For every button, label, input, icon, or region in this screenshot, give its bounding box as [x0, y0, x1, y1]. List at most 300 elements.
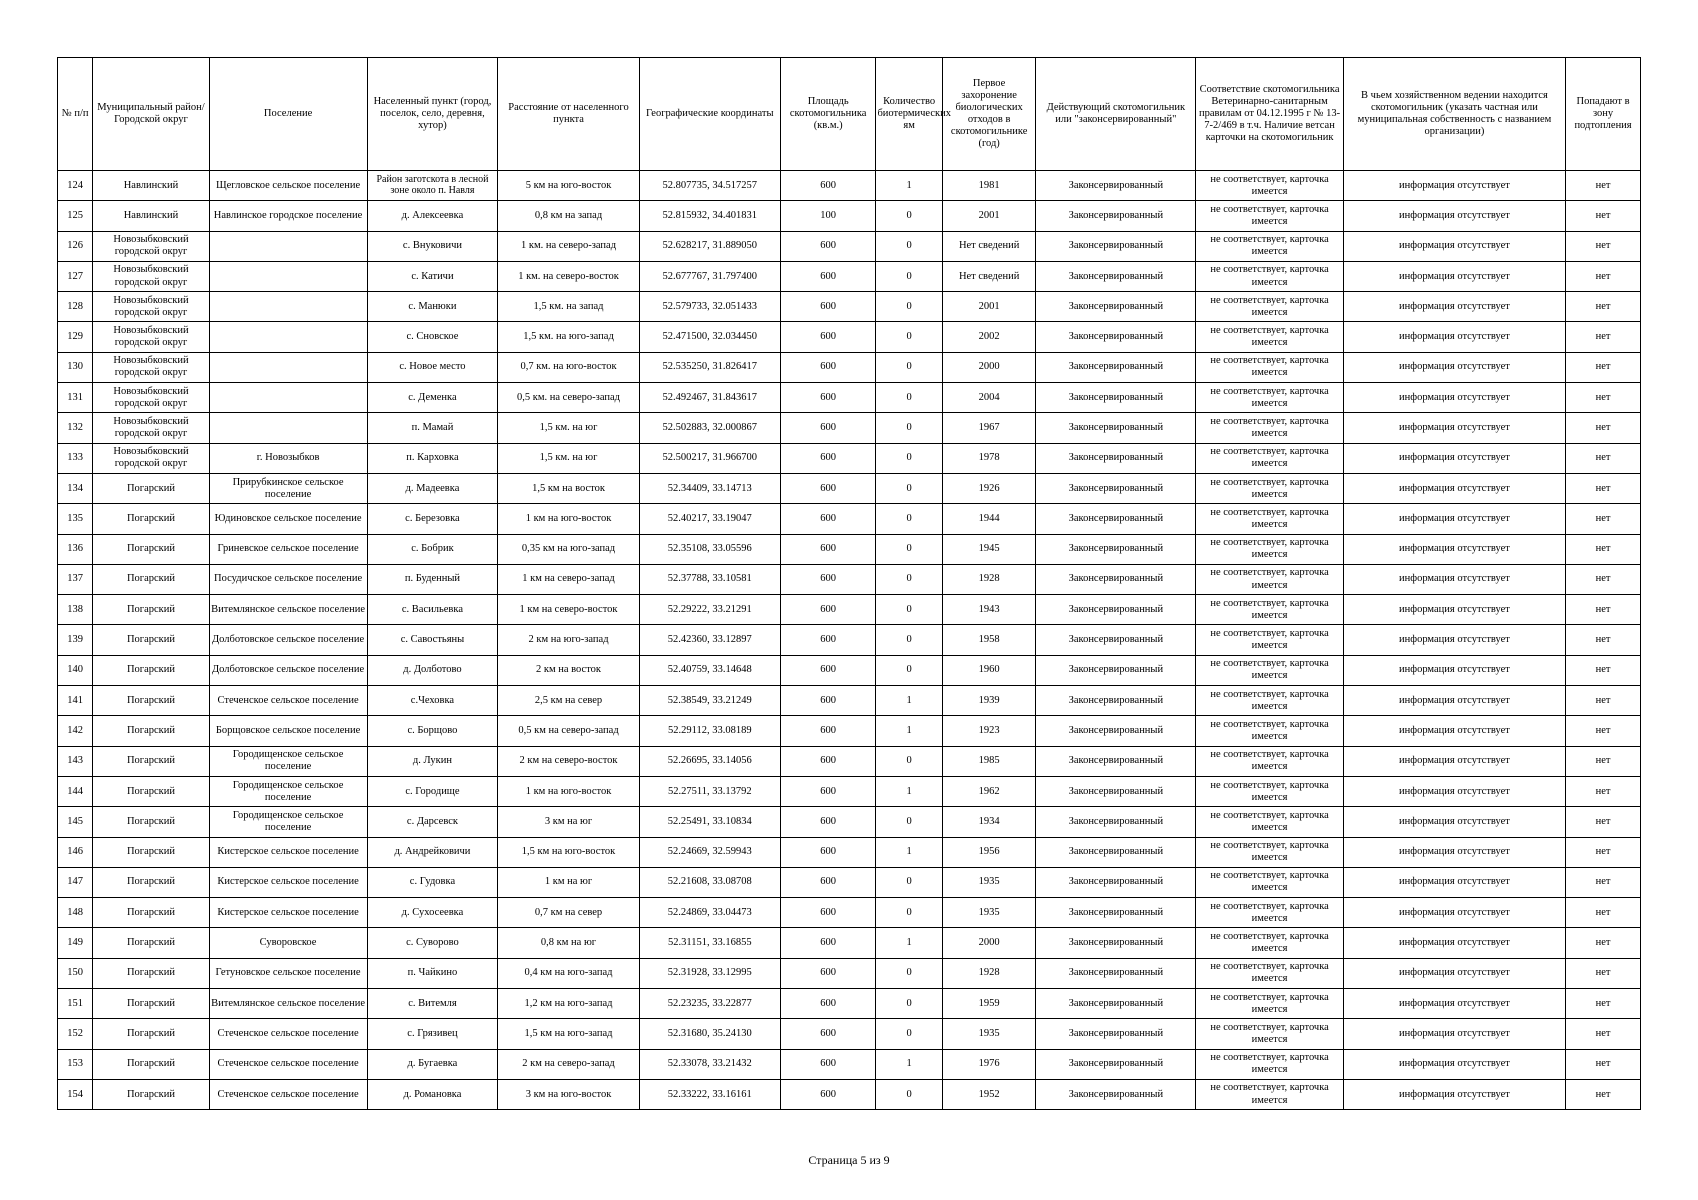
- cell-number: 146: [58, 837, 93, 867]
- cell-district: Навлинский: [93, 171, 209, 201]
- cell-area: 600: [780, 352, 876, 382]
- header-col-settlement: Поселение: [209, 58, 367, 171]
- cell-settlement: Прирубкинское сельское поселение: [209, 473, 367, 503]
- cell-flood-zone: нет: [1566, 655, 1641, 685]
- cell-area: 600: [780, 776, 876, 806]
- table-row: [58, 655, 1641, 685]
- cell-district: Погарский: [93, 473, 209, 503]
- cell-settlement: Стеченское сельское поселение: [209, 686, 367, 716]
- header-col-first-burial: Первое захоронение биологических отходов в скотомогильнике (год): [942, 58, 1035, 171]
- cell-status: Законсервированный: [1036, 655, 1196, 685]
- cell-compliance: не соответствует, карточка имеется: [1196, 746, 1343, 776]
- cell-locality: с. Дарсевск: [367, 807, 498, 837]
- cell-coordinates: 52.31680, 35.24130: [639, 1019, 780, 1049]
- cell-settlement: Борщовское сельское поселение: [209, 716, 367, 746]
- cell-district: Погарский: [93, 1049, 209, 1079]
- cell-area: 600: [780, 473, 876, 503]
- cell-settlement: Суворовское: [209, 928, 367, 958]
- cell-ownership: информация отсутствует: [1343, 1079, 1565, 1109]
- cell-locality: д. Мадеевка: [367, 473, 498, 503]
- cell-locality: с. Грязивец: [367, 1019, 498, 1049]
- cell-coordinates: 52.31151, 33.16855: [639, 928, 780, 958]
- cell-status: Законсервированный: [1036, 443, 1196, 473]
- cell-locality: д. Сухосеевка: [367, 898, 498, 928]
- cell-area: 600: [780, 504, 876, 534]
- cell-flood-zone: нет: [1566, 564, 1641, 594]
- cell-coordinates: 52.21608, 33.08708: [639, 867, 780, 897]
- cell-district: Погарский: [93, 1019, 209, 1049]
- cell-district: Погарский: [93, 867, 209, 897]
- cell-ownership: информация отсутствует: [1343, 261, 1565, 291]
- cell-area: 600: [780, 716, 876, 746]
- cell-district: Погарский: [93, 655, 209, 685]
- cell-distance: 2,5 км на север: [498, 686, 639, 716]
- cell-area: 600: [780, 564, 876, 594]
- cell-status: Законсервированный: [1036, 928, 1196, 958]
- cell-first-burial: 1967: [942, 413, 1035, 443]
- cell-ownership: информация отсутствует: [1343, 564, 1565, 594]
- cell-district: Новозыбковский городской округ: [93, 383, 209, 413]
- cell-compliance: не соответствует, карточка имеется: [1196, 898, 1343, 928]
- cell-area: 600: [780, 686, 876, 716]
- cell-locality: д. Бугаевка: [367, 1049, 498, 1079]
- cell-distance: 3 км на юго-восток: [498, 1079, 639, 1109]
- cell-number: 149: [58, 928, 93, 958]
- cell-compliance: не соответствует, карточка имеется: [1196, 958, 1343, 988]
- cell-number: 137: [58, 564, 93, 594]
- cell-district: Новозыбковский городской округ: [93, 231, 209, 261]
- cell-distance: 0,8 км на запад: [498, 201, 639, 231]
- cell-number: 134: [58, 473, 93, 503]
- cell-distance: 1,5 км. на юг: [498, 443, 639, 473]
- cell-pits: 0: [876, 413, 942, 443]
- cell-first-burial: 2000: [942, 928, 1035, 958]
- cell-flood-zone: нет: [1566, 473, 1641, 503]
- page-number-label: Страница 5 из 9: [808, 1153, 890, 1167]
- table-row: [58, 564, 1641, 594]
- cell-compliance: не соответствует, карточка имеется: [1196, 989, 1343, 1019]
- cell-locality: с. Городище: [367, 776, 498, 806]
- cell-ownership: информация отсутствует: [1343, 807, 1565, 837]
- cell-status: Законсервированный: [1036, 595, 1196, 625]
- cell-coordinates: 52.628217, 31.889050: [639, 231, 780, 261]
- cell-first-burial: 1960: [942, 655, 1035, 685]
- cell-number: 141: [58, 686, 93, 716]
- cell-distance: 5 км на юго-восток: [498, 171, 639, 201]
- cell-status: Законсервированный: [1036, 413, 1196, 443]
- cell-pits: 1: [876, 1049, 942, 1079]
- cell-compliance: не соответствует, карточка имеется: [1196, 837, 1343, 867]
- cell-district: Погарский: [93, 807, 209, 837]
- cell-locality: с. Деменка: [367, 383, 498, 413]
- cell-settlement: Гетуновское сельское поселение: [209, 958, 367, 988]
- cell-pits: 1: [876, 837, 942, 867]
- cell-area: 600: [780, 746, 876, 776]
- cell-coordinates: 52.42360, 33.12897: [639, 625, 780, 655]
- table-row: [58, 716, 1641, 746]
- cell-distance: 1,5 км. на юг: [498, 413, 639, 443]
- cell-number: 136: [58, 534, 93, 564]
- cell-ownership: информация отсутствует: [1343, 1019, 1565, 1049]
- cell-number: 135: [58, 504, 93, 534]
- cell-status: Законсервированный: [1036, 625, 1196, 655]
- cell-locality: с. Витемля: [367, 989, 498, 1019]
- cell-area: 600: [780, 443, 876, 473]
- cell-number: 130: [58, 352, 93, 382]
- cell-distance: 2 км на северо-запад: [498, 1049, 639, 1079]
- cell-district: Погарский: [93, 746, 209, 776]
- cell-flood-zone: нет: [1566, 989, 1641, 1019]
- header-col-distance: Расстояние от населенного пункта: [498, 58, 639, 171]
- cell-locality: с. Сновское: [367, 322, 498, 352]
- cell-locality: с. Суворово: [367, 928, 498, 958]
- cell-coordinates: 52.25491, 33.10834: [639, 807, 780, 837]
- cell-settlement: [209, 413, 367, 443]
- cell-first-burial: 1935: [942, 867, 1035, 897]
- cell-locality: с. Борщово: [367, 716, 498, 746]
- cell-flood-zone: нет: [1566, 595, 1641, 625]
- cell-number: 133: [58, 443, 93, 473]
- cell-settlement: Витемлянское сельское поселение: [209, 595, 367, 625]
- header-col-flood-zone: Попадают в зону подтопления: [1566, 58, 1641, 171]
- cell-number: 139: [58, 625, 93, 655]
- cell-number: 140: [58, 655, 93, 685]
- cell-locality: п. Буденный: [367, 564, 498, 594]
- cell-area: 600: [780, 837, 876, 867]
- cell-pits: 0: [876, 201, 942, 231]
- cell-locality: д. Лукин: [367, 746, 498, 776]
- cell-status: Законсервированный: [1036, 867, 1196, 897]
- table-row: [58, 292, 1641, 322]
- cell-first-burial: 2002: [942, 322, 1035, 352]
- cell-pits: 0: [876, 625, 942, 655]
- cell-first-burial: 1976: [942, 1049, 1035, 1079]
- cell-ownership: информация отсутствует: [1343, 686, 1565, 716]
- cell-coordinates: 52.26695, 33.14056: [639, 746, 780, 776]
- cell-flood-zone: нет: [1566, 443, 1641, 473]
- cell-flood-zone: нет: [1566, 928, 1641, 958]
- cell-district: Погарский: [93, 534, 209, 564]
- cell-ownership: информация отсутствует: [1343, 352, 1565, 382]
- cell-compliance: не соответствует, карточка имеется: [1196, 564, 1343, 594]
- cell-coordinates: 52.535250, 31.826417: [639, 352, 780, 382]
- cell-settlement: Долботовское сельское поселение: [209, 625, 367, 655]
- cell-settlement: Витемлянское сельское поселение: [209, 989, 367, 1019]
- cell-first-burial: 1935: [942, 1019, 1035, 1049]
- cell-first-burial: 1923: [942, 716, 1035, 746]
- cell-distance: 2 км на восток: [498, 655, 639, 685]
- cell-ownership: информация отсутствует: [1343, 989, 1565, 1019]
- cell-number: 147: [58, 867, 93, 897]
- cell-compliance: не соответствует, карточка имеется: [1196, 352, 1343, 382]
- cell-area: 600: [780, 595, 876, 625]
- cell-compliance: не соответствует, карточка имеется: [1196, 201, 1343, 231]
- cell-first-burial: 1935: [942, 898, 1035, 928]
- cell-status: Законсервированный: [1036, 1019, 1196, 1049]
- cell-locality: с. Березовка: [367, 504, 498, 534]
- cell-flood-zone: нет: [1566, 686, 1641, 716]
- cell-ownership: информация отсутствует: [1343, 958, 1565, 988]
- cell-area: 600: [780, 171, 876, 201]
- cell-distance: 2 км на юго-запад: [498, 625, 639, 655]
- cell-pits: 0: [876, 1019, 942, 1049]
- cell-pits: 0: [876, 534, 942, 564]
- cell-settlement: [209, 261, 367, 291]
- cell-locality: с. Новое место: [367, 352, 498, 382]
- cell-coordinates: 52.31928, 33.12995: [639, 958, 780, 988]
- cell-settlement: Щегловское сельское поселение: [209, 171, 367, 201]
- table-row: [58, 443, 1641, 473]
- header-col-district: Муниципальный район/Городской округ: [93, 58, 209, 171]
- cell-ownership: информация отсутствует: [1343, 1049, 1565, 1079]
- cell-number: 128: [58, 292, 93, 322]
- cell-first-burial: Нет сведений: [942, 231, 1035, 261]
- cell-compliance: не соответствует, карточка имеется: [1196, 1049, 1343, 1079]
- cell-locality: Район заготскота в лесной зоне около п. Навля: [367, 171, 498, 201]
- cell-compliance: не соответствует, карточка имеется: [1196, 322, 1343, 352]
- cell-area: 600: [780, 958, 876, 988]
- cell-ownership: информация отсутствует: [1343, 898, 1565, 928]
- cell-flood-zone: нет: [1566, 352, 1641, 382]
- cell-district: Погарский: [93, 1079, 209, 1109]
- cell-first-burial: 1944: [942, 504, 1035, 534]
- cell-coordinates: 52.34409, 33.14713: [639, 473, 780, 503]
- cell-compliance: не соответствует, карточка имеется: [1196, 413, 1343, 443]
- cell-ownership: информация отсутствует: [1343, 716, 1565, 746]
- cell-coordinates: 52.471500, 32.034450: [639, 322, 780, 352]
- cell-coordinates: 52.27511, 33.13792: [639, 776, 780, 806]
- cell-compliance: не соответствует, карточка имеется: [1196, 231, 1343, 261]
- cell-district: Погарский: [93, 564, 209, 594]
- table-row: [58, 898, 1641, 928]
- table-row: [58, 201, 1641, 231]
- cell-flood-zone: нет: [1566, 625, 1641, 655]
- page-footer: [0, 1153, 1698, 1168]
- cell-ownership: информация отсутствует: [1343, 443, 1565, 473]
- table-row: [58, 171, 1641, 201]
- cell-first-burial: 1939: [942, 686, 1035, 716]
- cell-ownership: информация отсутствует: [1343, 867, 1565, 897]
- cell-flood-zone: нет: [1566, 261, 1641, 291]
- cell-distance: 1,5 км. на запад: [498, 292, 639, 322]
- cell-compliance: не соответствует, карточка имеется: [1196, 595, 1343, 625]
- cell-coordinates: 52.40759, 33.14648: [639, 655, 780, 685]
- cell-area: 600: [780, 322, 876, 352]
- cell-pits: 0: [876, 383, 942, 413]
- cell-status: Законсервированный: [1036, 564, 1196, 594]
- cell-coordinates: 52.677767, 31.797400: [639, 261, 780, 291]
- cell-status: Законсервированный: [1036, 383, 1196, 413]
- cell-distance: 1,5 км на юго-запад: [498, 1019, 639, 1049]
- table-row: [58, 1079, 1641, 1109]
- cell-coordinates: 52.815932, 34.401831: [639, 201, 780, 231]
- cell-status: Законсервированный: [1036, 292, 1196, 322]
- cell-first-burial: 1945: [942, 534, 1035, 564]
- cell-settlement: [209, 352, 367, 382]
- cell-settlement: Долботовское сельское поселение: [209, 655, 367, 685]
- cell-coordinates: 52.37788, 33.10581: [639, 564, 780, 594]
- cell-coordinates: 52.24869, 33.04473: [639, 898, 780, 928]
- cell-distance: 1 км. на северо-запад: [498, 231, 639, 261]
- cell-pits: 1: [876, 716, 942, 746]
- cell-number: 131: [58, 383, 93, 413]
- cell-district: Погарский: [93, 837, 209, 867]
- table-row: [58, 867, 1641, 897]
- cell-ownership: информация отсутствует: [1343, 292, 1565, 322]
- cell-status: Законсервированный: [1036, 837, 1196, 867]
- cell-ownership: информация отсутствует: [1343, 231, 1565, 261]
- cell-compliance: не соответствует, карточка имеется: [1196, 625, 1343, 655]
- cell-flood-zone: нет: [1566, 776, 1641, 806]
- header-col-pits: Количество биотермических ям: [876, 58, 942, 171]
- table-row: [58, 807, 1641, 837]
- cell-locality: с. Катичи: [367, 261, 498, 291]
- cell-distance: 1 км. на северо-восток: [498, 261, 639, 291]
- cell-flood-zone: нет: [1566, 171, 1641, 201]
- cell-area: 600: [780, 989, 876, 1019]
- cell-district: Новозыбковский городской округ: [93, 292, 209, 322]
- cell-area: 600: [780, 413, 876, 443]
- cell-pits: 1: [876, 928, 942, 958]
- cell-compliance: не соответствует, карточка имеется: [1196, 776, 1343, 806]
- cell-pits: 0: [876, 1079, 942, 1109]
- cell-locality: с.Чеховка: [367, 686, 498, 716]
- cell-ownership: информация отсутствует: [1343, 473, 1565, 503]
- cell-area: 600: [780, 383, 876, 413]
- table-row: [58, 595, 1641, 625]
- cell-compliance: не соответствует, карточка имеется: [1196, 443, 1343, 473]
- cell-area: 600: [780, 807, 876, 837]
- cell-pits: 1: [876, 686, 942, 716]
- cell-settlement: Городищенское сельское поселение: [209, 807, 367, 837]
- table-row: [58, 413, 1641, 443]
- cell-coordinates: 52.807735, 34.517257: [639, 171, 780, 201]
- cell-flood-zone: нет: [1566, 413, 1641, 443]
- cell-compliance: не соответствует, карточка имеется: [1196, 504, 1343, 534]
- table-row: [58, 261, 1641, 291]
- cell-settlement: [209, 231, 367, 261]
- cell-coordinates: 52.500217, 31.966700: [639, 443, 780, 473]
- cell-number: 153: [58, 1049, 93, 1079]
- cell-first-burial: 1943: [942, 595, 1035, 625]
- cell-first-burial: 2004: [942, 383, 1035, 413]
- cell-number: 150: [58, 958, 93, 988]
- cell-area: 600: [780, 625, 876, 655]
- cell-compliance: не соответствует, карточка имеется: [1196, 716, 1343, 746]
- cell-flood-zone: нет: [1566, 807, 1641, 837]
- table-header-row: [58, 58, 1641, 171]
- cell-flood-zone: нет: [1566, 716, 1641, 746]
- cell-area: 600: [780, 1019, 876, 1049]
- table-row: [58, 473, 1641, 503]
- table-row: [58, 989, 1641, 1019]
- cell-flood-zone: нет: [1566, 1079, 1641, 1109]
- cell-settlement: Гриневское сельское поселение: [209, 534, 367, 564]
- cell-ownership: информация отсутствует: [1343, 534, 1565, 564]
- cell-settlement: Кистерское сельское поселение: [209, 867, 367, 897]
- cell-status: Законсервированный: [1036, 776, 1196, 806]
- cell-flood-zone: нет: [1566, 746, 1641, 776]
- cell-number: 145: [58, 807, 93, 837]
- table-row: [58, 534, 1641, 564]
- cell-district: Погарский: [93, 776, 209, 806]
- cell-coordinates: 52.502883, 32.000867: [639, 413, 780, 443]
- cell-locality: с. Савостьяны: [367, 625, 498, 655]
- cell-compliance: не соответствует, карточка имеется: [1196, 261, 1343, 291]
- cell-area: 600: [780, 1049, 876, 1079]
- cell-flood-zone: нет: [1566, 322, 1641, 352]
- cell-locality: п. Мамай: [367, 413, 498, 443]
- cell-locality: д. Андрейковичи: [367, 837, 498, 867]
- cell-status: Законсервированный: [1036, 534, 1196, 564]
- cell-area: 600: [780, 898, 876, 928]
- cell-number: 124: [58, 171, 93, 201]
- cell-area: 600: [780, 928, 876, 958]
- cell-distance: 1,5 км на юго-восток: [498, 837, 639, 867]
- cell-distance: 0,4 км на юго-запад: [498, 958, 639, 988]
- cell-compliance: не соответствует, карточка имеется: [1196, 534, 1343, 564]
- cell-first-burial: 2000: [942, 352, 1035, 382]
- cell-pits: 0: [876, 292, 942, 322]
- cell-status: Законсервированный: [1036, 686, 1196, 716]
- cell-flood-zone: нет: [1566, 837, 1641, 867]
- cell-district: Погарский: [93, 898, 209, 928]
- cell-area: 600: [780, 867, 876, 897]
- burial-sites-table: [57, 57, 1641, 1110]
- cell-coordinates: 52.24669, 32.59943: [639, 837, 780, 867]
- cell-ownership: информация отсутствует: [1343, 322, 1565, 352]
- cell-number: 148: [58, 898, 93, 928]
- header-col-number: № п/п: [58, 58, 93, 171]
- cell-locality: с. Манюки: [367, 292, 498, 322]
- cell-number: 143: [58, 746, 93, 776]
- cell-status: Законсервированный: [1036, 1079, 1196, 1109]
- cell-settlement: Кистерское сельское поселение: [209, 898, 367, 928]
- cell-locality: с. Гудовка: [367, 867, 498, 897]
- table-row: [58, 383, 1641, 413]
- table-row: [58, 231, 1641, 261]
- cell-compliance: не соответствует, карточка имеется: [1196, 383, 1343, 413]
- cell-status: Законсервированный: [1036, 352, 1196, 382]
- cell-area: 600: [780, 655, 876, 685]
- cell-number: 144: [58, 776, 93, 806]
- cell-flood-zone: нет: [1566, 534, 1641, 564]
- cell-distance: 1,5 км на восток: [498, 473, 639, 503]
- cell-status: Законсервированный: [1036, 746, 1196, 776]
- cell-district: Погарский: [93, 958, 209, 988]
- cell-settlement: Стеченское сельское поселение: [209, 1019, 367, 1049]
- cell-pits: 0: [876, 504, 942, 534]
- cell-ownership: информация отсутствует: [1343, 504, 1565, 534]
- header-col-area: Площадь скотомогильника (кв.м.): [780, 58, 876, 171]
- cell-status: Законсервированный: [1036, 231, 1196, 261]
- cell-area: 600: [780, 261, 876, 291]
- cell-ownership: информация отсутствует: [1343, 776, 1565, 806]
- cell-flood-zone: нет: [1566, 958, 1641, 988]
- cell-compliance: не соответствует, карточка имеется: [1196, 807, 1343, 837]
- cell-distance: 3 км на юг: [498, 807, 639, 837]
- table-row: [58, 1049, 1641, 1079]
- cell-ownership: информация отсутствует: [1343, 625, 1565, 655]
- cell-settlement: Стеченское сельское поселение: [209, 1079, 367, 1109]
- cell-number: 132: [58, 413, 93, 443]
- cell-distance: 0,8 км на юг: [498, 928, 639, 958]
- cell-flood-zone: нет: [1566, 504, 1641, 534]
- cell-settlement: Посудичское сельское поселение: [209, 564, 367, 594]
- cell-pits: 0: [876, 595, 942, 625]
- cell-pits: 0: [876, 898, 942, 928]
- cell-settlement: Стеченское сельское поселение: [209, 1049, 367, 1079]
